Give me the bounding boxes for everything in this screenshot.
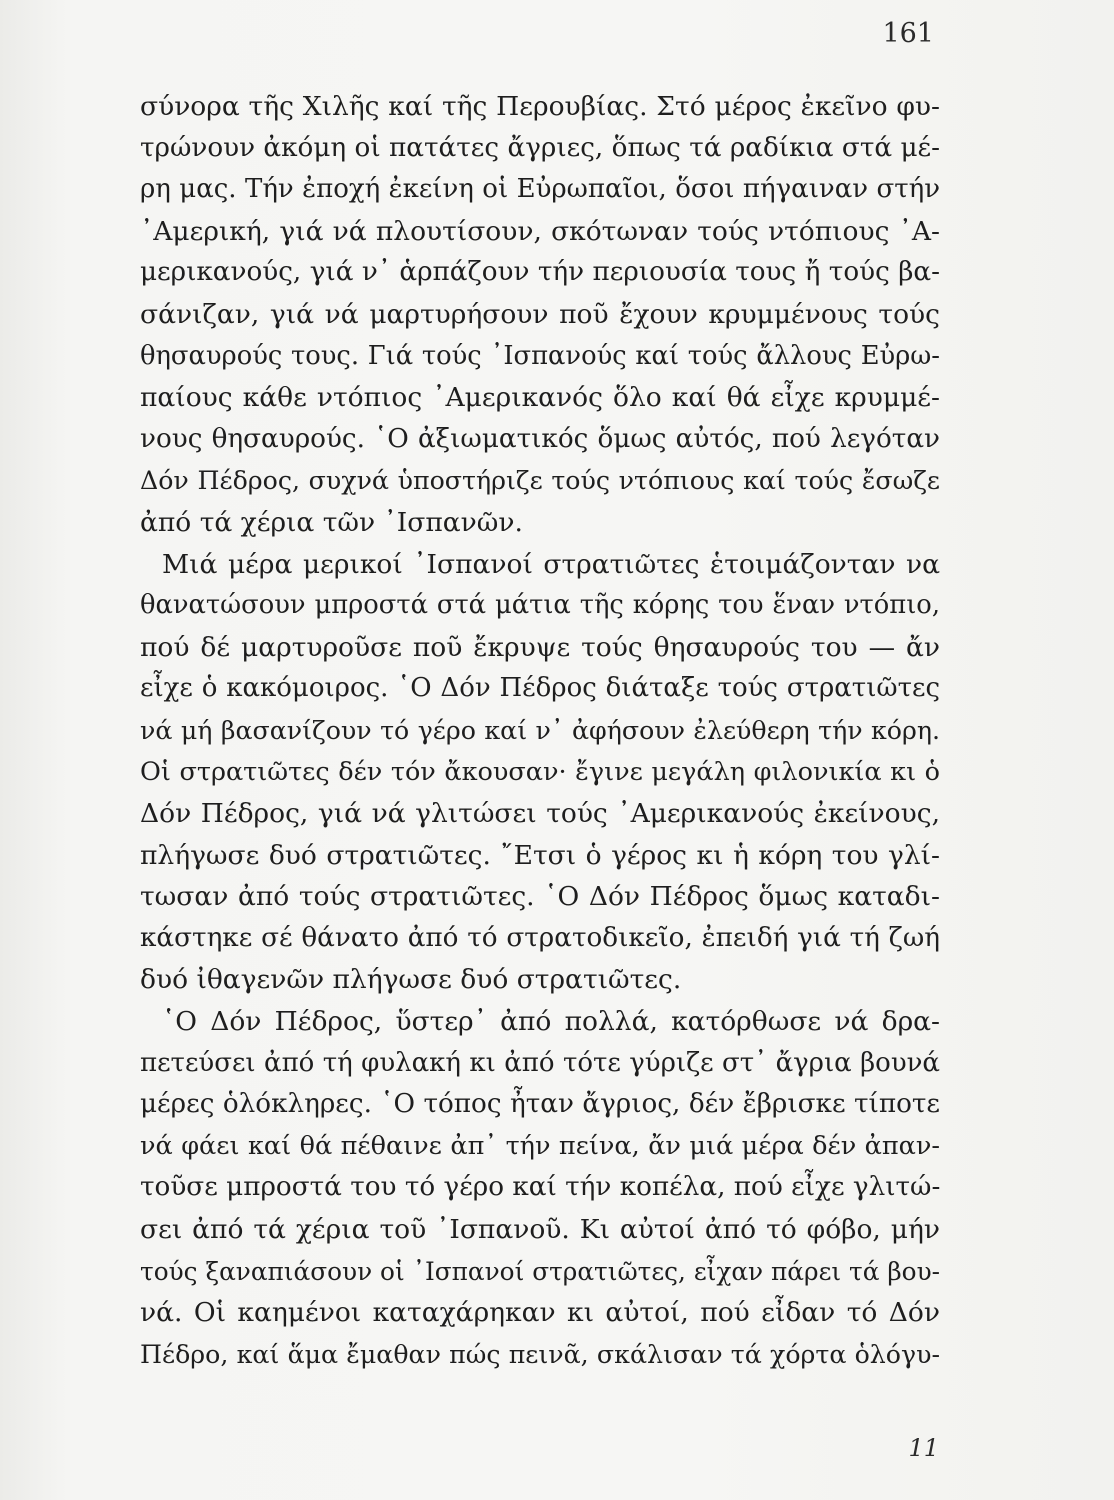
text-line: Πέδρο, καί ἅμα ἔμαθαν πώς πεινᾶ, σκάλισαν τά χόρτα ὁλόγυ- xyxy=(140,1339,940,1369)
text-line: Μιά μέρα μερικοί ᾿Ισπανοί στρατιῶτες ἑτοιμάζονταν να xyxy=(162,548,940,580)
paragraph xyxy=(140,86,940,544)
text-line: θανατώσουν μπροστά στά μάτια τῆς κόρης του ἕναν ντόπιο, xyxy=(140,590,940,621)
text-line: Δόν Πέδρος, συχνά ὑποστήριζε τούς ντόπιους καί τούς ἔσωζε xyxy=(140,466,940,496)
page-number: 161 xyxy=(882,18,934,49)
text-line: νά μή βασανίζουν τό γέρο καί ν᾿ ἀφήσουν ἐλεύθερη τήν κόρη. xyxy=(140,715,940,745)
body-text xyxy=(140,86,940,1375)
text-line: νά φάει καί θά πέθαινε ἀπ᾿ τήν πείνα, ἄν μιά μέρα δέν ἀπαν- xyxy=(140,1130,940,1161)
text-line: τωσαν ἀπό τούς στρατιῶτες. ῾Ο Δόν Πέδρος ὅμως καταδι- xyxy=(140,881,940,913)
text-line: σει ἀπό τά χέρια τοῦ ᾿Ισπανοῦ. Κι αὐτοί ἀπό τό φόβο, μήν xyxy=(140,1214,940,1246)
text-line: ῾Ο Δόν Πέδρος, ὕστερ᾿ ἀπό πολλά, κατόρθωσε νά δρα- xyxy=(162,1006,940,1038)
text-line: Οἱ στρατιῶτες δέν τόν ἄκουσαν· ἔγινε μεγάλη φιλονικία κι ὁ xyxy=(140,756,940,787)
text-line: μερικανούς, γιά ν᾿ ἁρπάζουν τήν περιουσία τους ἤ τούς βα- xyxy=(140,257,940,288)
signature-mark: 11 xyxy=(908,1434,939,1462)
text-line: ᾿Αμερική, γιά νά πλουτίσουν, σκότωναν τούς ντόπιους ᾿Α- xyxy=(140,215,940,247)
paragraph xyxy=(140,544,940,1002)
text-line: πλήγωσε δυό στρατιῶτες. ῎Ετσι ὁ γέρος κι ἡ κόρη του γλί- xyxy=(140,839,940,871)
text-line: θησαυρούς τους. Γιά τούς ᾿Ισπανούς καί τούς ἄλλους Εὐρω- xyxy=(140,340,940,371)
text-line: δυό ἰθαγενῶν πλήγωσε δυό στρατιῶτες. xyxy=(140,964,682,996)
text-line: πού δέ μαρτυροῦσε ποῦ ἔκρυψε τούς θησαυρούς του — ἄν xyxy=(140,631,940,663)
text-line: τρώνουν ἀκόμη οἱ πατάτες ἄγριες, ὅπως τά ραδίκια στά μέ- xyxy=(140,132,940,163)
text-line: ρη μας. Τήν ἐποχή ἐκείνη οἱ Εὐρωπαῖοι, ὅσοι πήγαιναν στήν xyxy=(140,174,940,205)
text-line: σάνιζαν, γιά νά μαρτυρήσουν ποῦ ἔχουν κρυμμένους τούς xyxy=(140,298,940,330)
text-line: μέρες ὁλόκληρες. ῾Ο τόπος ἦταν ἄγριος, δέν ἔβρισκε τίποτε xyxy=(140,1089,940,1120)
text-line: σύνορα τῆς Χιλῆς καί τῆς Περουβίας. Στό μέρος ἐκεῖνο φυ- xyxy=(140,91,940,122)
text-line: εἶχε ὁ κακόμοιρος. ῾Ο Δόν Πέδρος διάταξε τούς στρατιῶτες xyxy=(140,673,940,704)
paragraph xyxy=(140,1001,940,1375)
text-line: πετεύσει ἀπό τή φυλακή κι ἀπό τότε γύριζε στ᾿ ἄγρια βουνά xyxy=(140,1047,940,1078)
text-line: νους θησαυρούς. ῾Ο ἀξιωματικός ὅμως αὐτός, πού λεγόταν xyxy=(140,423,940,454)
text-line: νά. Οἱ καημένοι καταχάρηκαν κι αὐτοί, πού εἶδαν τό Δόν xyxy=(140,1297,940,1329)
text-line: Δόν Πέδρος, γιά νά γλιτώσει τούς ᾿Αμερικανούς ἐκείνους, xyxy=(140,798,940,830)
text-line: τούς ξαναπιάσουν οἱ ᾿Ισπανοί στρατιῶτες, εἶχαν πάρει τά βου- xyxy=(140,1256,940,1286)
text-line: παίους κάθε ντόπιος ᾿Αμερικανός ὅλο καί θά εἶχε κρυμμέ- xyxy=(140,382,940,414)
text-line: ἀπό τά χέρια τῶν ᾿Ισπανῶν. xyxy=(140,506,523,538)
text-line: τοῦσε μπροστά του τό γέρο καί τήν κοπέλα, πού εἶχε γλιτώ- xyxy=(140,1172,941,1203)
text-line: κάστηκε σέ θάνατο ἀπό τό στρατοδικεῖο, ἐπειδή γιά τή ζωή xyxy=(140,922,940,953)
